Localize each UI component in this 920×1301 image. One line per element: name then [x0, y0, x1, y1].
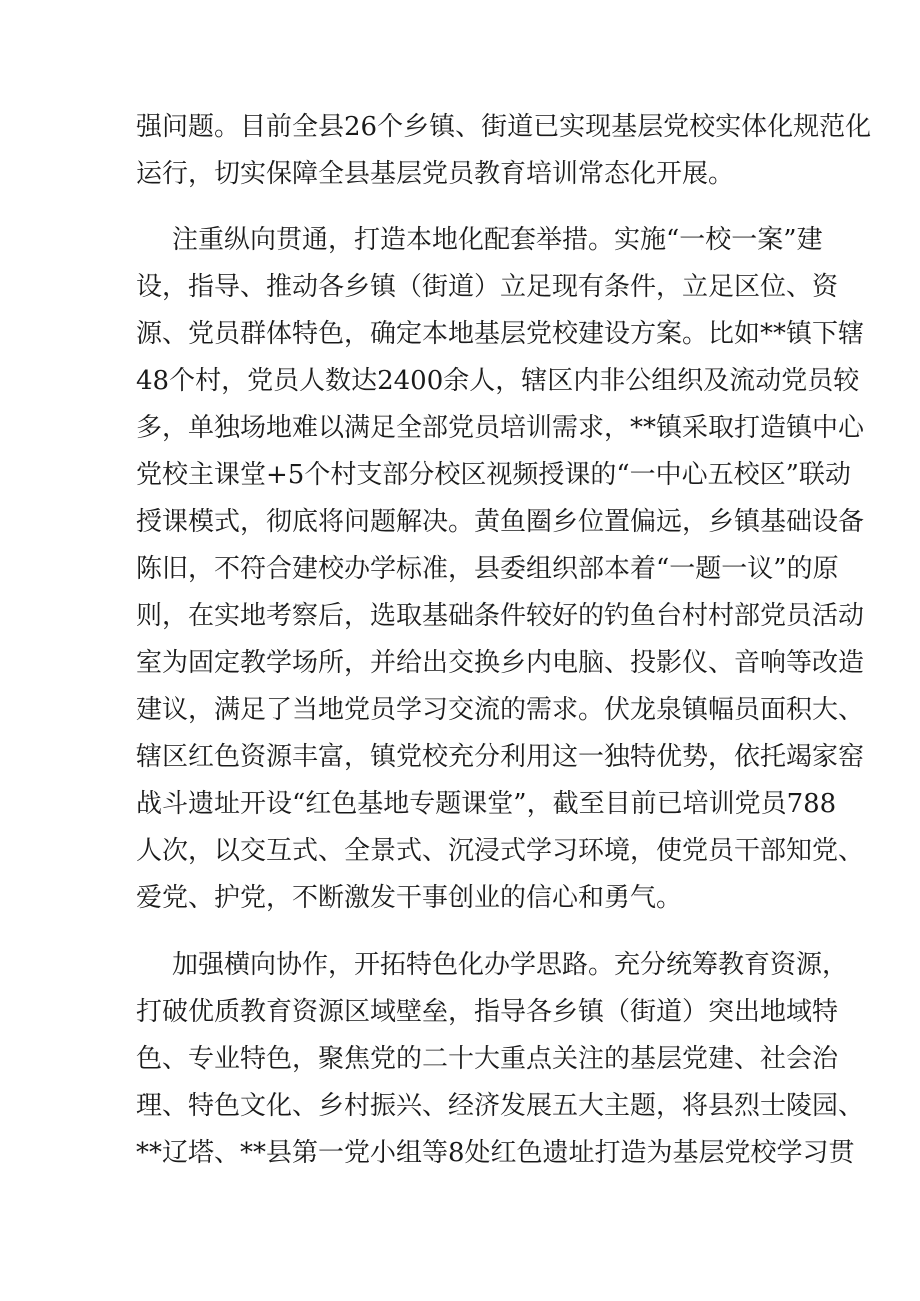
text-line: 陈旧，不符合建校办学标准，县委组织部本着“一题一议”的原 — [136, 554, 839, 584]
text-line: **辽塔、**县第一党小组等8处红色遗址打造为基层党校学习贯 — [136, 1138, 855, 1168]
text-line: 48个村，党员人数达2400余人，辖区内非公组织及流动党员较 — [136, 366, 860, 396]
text-line: 注重纵向贯通，打造本地化配套举措。实施“一校一案”建 — [172, 225, 823, 255]
text-line: 打破优质教育资源区域壁垒，指导各乡镇（街道）突出地域特 — [136, 997, 839, 1027]
text-line: 源、党员群体特色，确定本地基层党校建设方案。比如**镇下辖 — [136, 319, 865, 349]
text-line: 设，指导、推动各乡镇（街道）立足现有条件，立足区位、资 — [136, 272, 839, 302]
text-line: 室为固定教学场所，并给出交换乡内电脑、投影仪、音响等改造 — [136, 648, 865, 678]
text-line: 强问题。目前全县26个乡镇、街道已实现基层党校实体化规范化 — [136, 112, 872, 142]
text-line: 党校主课堂+5个村支部分校区视频授课的“一中心五校区”联动 — [136, 460, 851, 490]
text-line: 人次，以交互式、全景式、沉浸式学习环境，使党员干部知党、 — [136, 836, 865, 866]
text-line: 辖区红色资源丰富，镇党校充分利用这一独特优势，依托竭家窑 — [136, 742, 865, 772]
text-line: 战斗遗址开设“红色基地专题课堂”，截至目前已培训党员788 — [136, 789, 837, 819]
text-line: 理、特色文化、乡村振兴、经济发展五大主题，将县烈士陵园、 — [136, 1091, 865, 1121]
text-line: 加强横向协作，开拓特色化办学思路。充分统筹教育资源， — [172, 950, 849, 980]
text-line: 爱党、护党，不断激发干事创业的信心和勇气。 — [136, 883, 683, 913]
text-line: 授课模式，彻底将问题解决。黄鱼圈乡位置偏远，乡镇基础设备 — [136, 507, 865, 537]
text-line: 色、专业特色，聚焦党的二十大重点关注的基层党建、社会治 — [136, 1044, 839, 1074]
text-line: 多，单独场地难以满足全部党员培训需求，**镇采取打造镇中心 — [136, 413, 865, 443]
text-line: 则，在实地考察后，选取基础条件较好的钓鱼台村村部党员活动 — [136, 601, 865, 631]
text-line: 运行，切实保障全县基层党员教育培训常态化开展。 — [136, 159, 735, 189]
text-line: 建议，满足了当地党员学习交流的需求。伏龙泉镇幅员面积大、 — [136, 695, 865, 725]
